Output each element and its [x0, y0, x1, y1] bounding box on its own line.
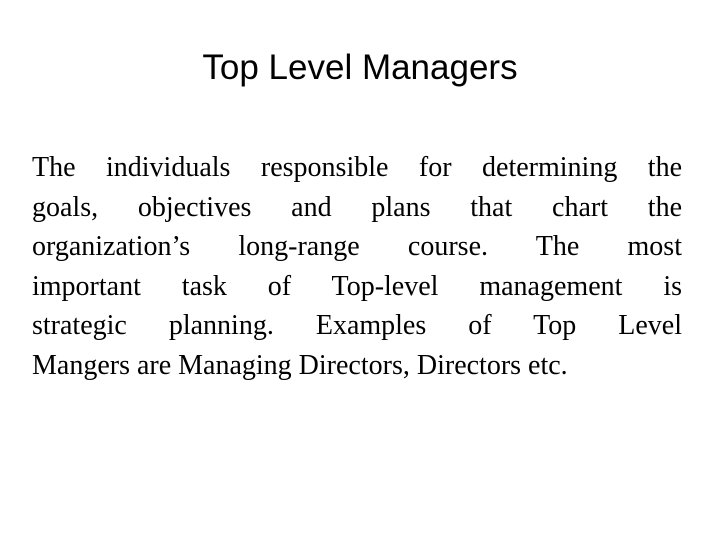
- body-line: goals, objectives and plans that chart the: [32, 191, 682, 223]
- slide-body-paragraph: [32, 148, 682, 385]
- slide-title: Top Level Managers: [202, 48, 518, 87]
- body-line: strategic planning. Examples of Top Level: [32, 310, 682, 341]
- body-line: organization’s long-range course. The most: [32, 231, 682, 262]
- body-line: Mangers are Managing Directors, Directors etc.: [32, 349, 568, 381]
- body-line: important task of Top-level management is: [32, 270, 682, 302]
- body-line: The individuals responsible for determining the: [32, 152, 682, 183]
